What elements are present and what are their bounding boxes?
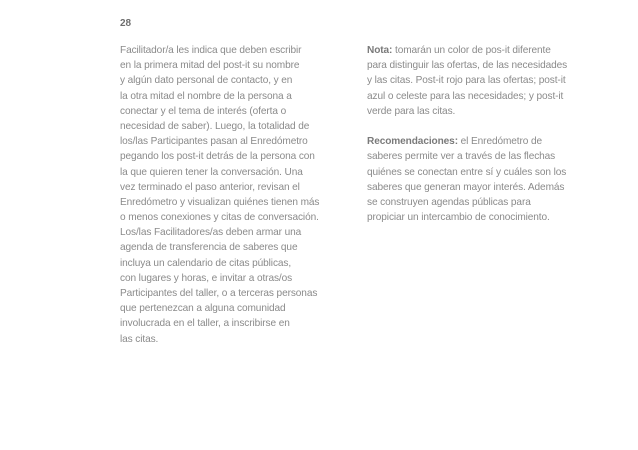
- text-line: se construyen agendas públicas para: [367, 196, 531, 208]
- text-line: y las citas. Post-it rojo para las ofertas; post-it: [367, 75, 566, 87]
- text-line: que pertenezcan a alguna comunidad: [120, 303, 286, 315]
- text-line: verde para las citas.: [367, 105, 456, 117]
- page-number: 28: [120, 18, 132, 29]
- left-column: [120, 43, 352, 347]
- recommendations-paragraph: [367, 134, 599, 225]
- text-line: agenda de transferencia de saberes que: [120, 242, 298, 254]
- note-text: tomarán un color de pos-it diferente: [392, 45, 551, 56]
- text-line: Enredómetro y visualizan quiénes tienen más: [120, 196, 320, 208]
- text-line: azul o celeste para las necesidades; y post-it: [367, 90, 564, 102]
- right-column: [367, 43, 599, 225]
- text-line: para distinguir las ofertas, de las necesidades: [367, 60, 568, 72]
- note-paragraph: [367, 43, 599, 119]
- note-first-line: [367, 43, 599, 58]
- text-line: en la primera mitad del post-it su nombre: [120, 60, 300, 72]
- text-line: Los/las Facilitadores/as deben armar una: [120, 227, 302, 239]
- recommendations-text: el Enredómetro de: [457, 136, 543, 148]
- text-line: necesidad de saber). Luego, la totalidad de: [120, 120, 310, 132]
- text-line: y algún dato personal de contacto, y en: [120, 75, 293, 87]
- recommendations-first-line: [367, 134, 599, 149]
- text-line: conectar y el tema de interés (oferta o: [120, 105, 287, 117]
- recommendations-label: Recomendaciones:: [367, 136, 458, 148]
- text-line: quiénes se conectan entre sí y cuáles son los: [367, 166, 567, 178]
- text-line: vez terminado el paso anterior, revisan el: [120, 181, 300, 193]
- text-line: los/las Participantes pasan al Enredómetro: [120, 136, 308, 148]
- text-line: con lugares y horas, e invitar a otras/os: [120, 272, 293, 284]
- text-line: las citas.: [120, 333, 159, 345]
- text-line: pegando los post-it detrás de la persona con: [120, 151, 315, 163]
- text-line: saberes que generan mayor interés. Además: [367, 181, 565, 193]
- text-line: Participantes del taller, o a terceras personas: [120, 288, 318, 299]
- text-line: la otra mitad el nombre de la persona a: [120, 90, 292, 102]
- text-line: incluya un calendario de citas públicas,: [120, 257, 292, 269]
- text-line: saberes permite ver a través de las flechas: [367, 151, 556, 163]
- text-line: la que quieren tener la conversación. Una: [120, 166, 303, 178]
- text-line: Facilitador/a les indica que deben escribir: [120, 45, 302, 56]
- paragraph-gap: [367, 119, 599, 134]
- text-line: involucrada en el taller, a inscribirse en: [120, 318, 290, 330]
- note-label: Nota:: [367, 45, 393, 56]
- text-line: o menos conexiones y citas de conversación.: [120, 212, 319, 224]
- text-line: propiciar un intercambio de conocimiento.: [367, 212, 550, 224]
